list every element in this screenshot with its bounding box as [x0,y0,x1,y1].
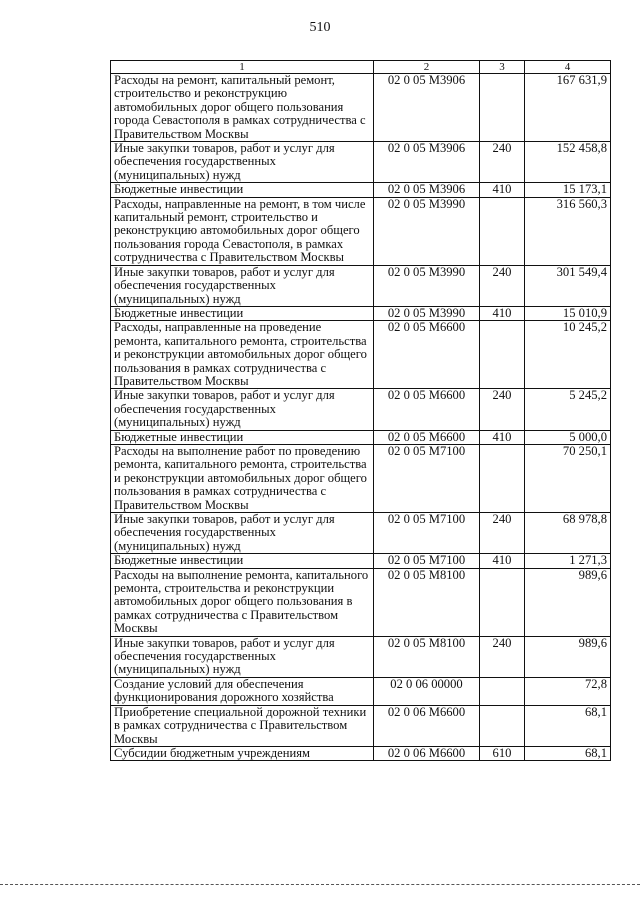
table-row [111,677,611,705]
row-type-cell: 240 [480,389,525,430]
row-type-cell: 240 [480,142,525,183]
row-amount-cell: 989,6 [525,568,611,636]
row-amount-cell: 989,6 [525,636,611,677]
row-code-cell: 02 0 05 М6600 [374,389,480,430]
row-amount-cell: 10 245,2 [525,321,611,389]
table-row [111,568,611,636]
row-code-cell: 02 0 06 М6600 [374,746,480,760]
table-row [111,636,611,677]
row-type-cell [480,74,525,142]
table-row [111,142,611,183]
table-header-row [111,61,611,74]
budget-table [110,60,611,761]
column-header-1: 1 [111,61,374,74]
row-amount-cell: 301 549,4 [525,265,611,306]
row-code-cell: 02 0 05 М6600 [374,430,480,444]
row-type-cell: 410 [480,554,525,568]
row-amount-cell: 15 010,9 [525,306,611,320]
table-row [111,265,611,306]
row-code-cell: 02 0 05 М3990 [374,197,480,265]
table-row [111,321,611,389]
row-amount-cell: 1 271,3 [525,554,611,568]
table-row [111,430,611,444]
row-type-cell [480,321,525,389]
row-amount-cell: 68 978,8 [525,513,611,554]
bottom-divider [0,884,640,885]
row-name-cell: Расходы на выполнение ремонта, капитального ремонта, строительства и реконструкции автомобильных дорог общего пользования в рамках сотрудничества с Правительством Москвы [111,568,374,636]
row-name-cell: Расходы, направленные на проведение ремонта, капитального ремонта, строительства и реконструкции автомобильных дорог общего пользования в рамках сотрудничества с Правительством Москвы [111,321,374,389]
row-name-cell: Иные закупки товаров, работ и услуг для обеспечения государственных (муниципальных) нужд [111,636,374,677]
row-amount-cell: 70 250,1 [525,444,611,512]
table-row [111,197,611,265]
row-type-cell: 410 [480,306,525,320]
row-code-cell: 02 0 05 М3990 [374,265,480,306]
column-header-4: 4 [525,61,611,74]
row-name-cell: Расходы на выполнение работ по проведению ремонта, капитального ремонта, строительства и реконструкции автомобильных дорог общего пользования в рамках сотрудничества с Правительством Москвы [111,444,374,512]
table-row [111,389,611,430]
row-name-cell: Расходы на ремонт, капитальный ремонт, строительство и реконструкцию автомобильных дорог общего пользования города Севастополя в рамках сотрудничества с Правительством Москвы [111,74,374,142]
row-name-cell: Субсидии бюджетным учреждениям [111,746,374,760]
page-number: 510 [309,20,331,35]
row-type-cell: 410 [480,183,525,197]
table-row [111,746,611,760]
row-name-cell: Иные закупки товаров, работ и услуг для обеспечения государственных (муниципальных) нужд [111,389,374,430]
row-code-cell: 02 0 05 М7100 [374,554,480,568]
row-amount-cell: 316 560,3 [525,197,611,265]
table-body [111,74,611,761]
row-amount-cell: 15 173,1 [525,183,611,197]
table-row [111,183,611,197]
table-row [111,444,611,512]
table-row [111,306,611,320]
row-code-cell: 02 0 06 00000 [374,677,480,705]
row-code-cell: 02 0 05 М3906 [374,183,480,197]
table-row [111,513,611,554]
row-amount-cell: 167 631,9 [525,74,611,142]
row-name-cell: Бюджетные инвестиции [111,183,374,197]
column-header-2: 2 [374,61,480,74]
row-name-cell: Иные закупки товаров, работ и услуг для обеспечения государственных (муниципальных) нужд [111,265,374,306]
row-name-cell: Иные закупки товаров, работ и услуг для обеспечения государственных (муниципальных) нужд [111,513,374,554]
row-code-cell: 02 0 05 М7100 [374,513,480,554]
row-code-cell: 02 0 05 М3990 [374,306,480,320]
row-type-cell [480,677,525,705]
row-type-cell: 610 [480,746,525,760]
table-row [111,554,611,568]
row-type-cell [480,705,525,746]
column-header-3: 3 [480,61,525,74]
row-amount-cell: 68,1 [525,746,611,760]
row-name-cell: Расходы, направленные на ремонт, в том числе капитальный ремонт, строительство и реконструкцию автомобильных дорог общего пользования города Севастополя, в рамках сотрудничества с Правительством Москвы [111,197,374,265]
table-row [111,74,611,142]
row-amount-cell: 5 000,0 [525,430,611,444]
row-name-cell: Иные закупки товаров, работ и услуг для обеспечения государственных (муниципальных) нужд [111,142,374,183]
row-name-cell: Бюджетные инвестиции [111,554,374,568]
row-code-cell: 02 0 05 М8100 [374,636,480,677]
row-name-cell: Создание условий для обеспечения функционирования дорожного хозяйства [111,677,374,705]
row-amount-cell: 5 245,2 [525,389,611,430]
row-amount-cell: 72,8 [525,677,611,705]
row-type-cell: 410 [480,430,525,444]
row-name-cell: Приобретение специальной дорожной техники в рамках сотрудничества с Правительством Москвы [111,705,374,746]
row-code-cell: 02 0 05 М7100 [374,444,480,512]
table-row [111,705,611,746]
row-code-cell: 02 0 05 М6600 [374,321,480,389]
row-type-cell: 240 [480,265,525,306]
row-code-cell: 02 0 05 М8100 [374,568,480,636]
row-code-cell: 02 0 06 М6600 [374,705,480,746]
row-amount-cell: 152 458,8 [525,142,611,183]
row-type-cell [480,197,525,265]
row-code-cell: 02 0 05 М3906 [374,142,480,183]
row-name-cell: Бюджетные инвестиции [111,306,374,320]
row-type-cell [480,568,525,636]
row-name-cell: Бюджетные инвестиции [111,430,374,444]
row-code-cell: 02 0 05 М3906 [374,74,480,142]
row-amount-cell: 68,1 [525,705,611,746]
row-type-cell: 240 [480,636,525,677]
row-type-cell [480,444,525,512]
row-type-cell: 240 [480,513,525,554]
